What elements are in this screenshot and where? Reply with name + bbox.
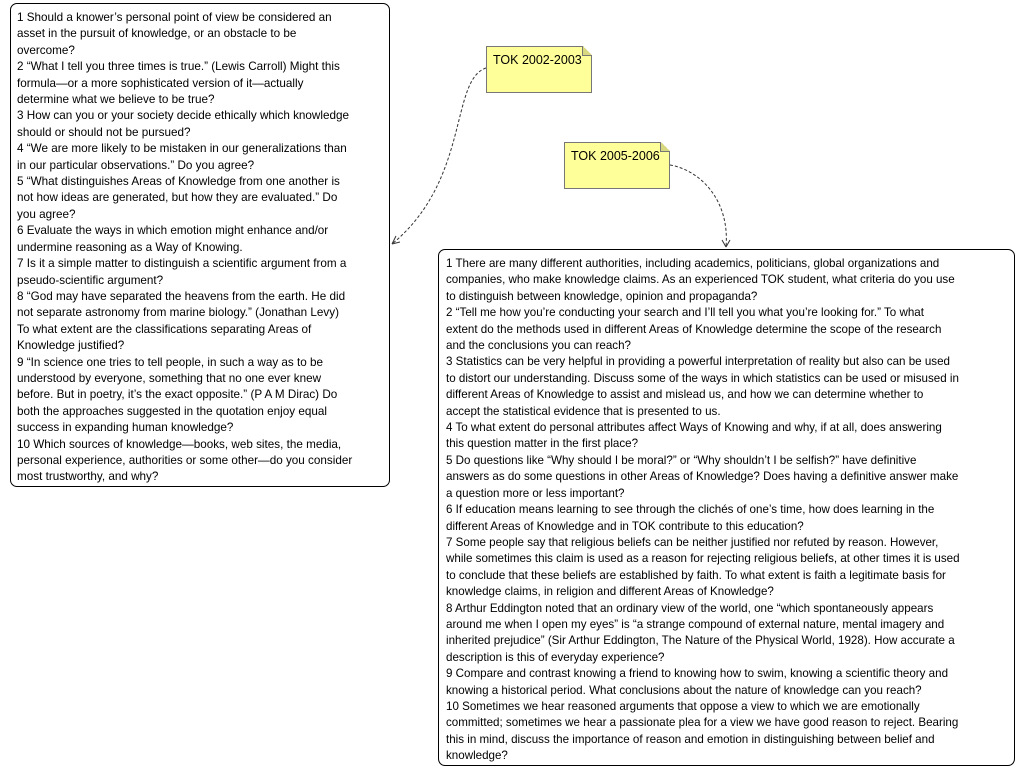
note-tok-2002-2003[interactable] <box>486 46 592 93</box>
note-tok-2005-2006[interactable] <box>564 142 670 189</box>
question-line: before. But in poetry, it’s the exact opposite.” (P A M Dirac) Do <box>17 388 338 402</box>
question-line: different Areas of Knowledge and in TOK contribute to this education? <box>446 519 804 533</box>
question-line: 6 Evaluate the ways in which emotion might enhance and/or <box>17 224 329 238</box>
question-line: to distort our understanding. Discuss some of the ways in which statistics can be used or misused in <box>446 371 959 385</box>
question-line: not how ideas are generated, but how they are evaluated.” Do <box>17 191 338 205</box>
question-line: this question matter in the first place? <box>446 437 639 451</box>
question-line: to distinguish between knowledge, opinion and propaganda? <box>446 289 758 303</box>
note-tok-2005-2006-label: TOK 2005-2006 <box>571 149 660 163</box>
question-line: should or should not be pursued? <box>17 125 191 139</box>
question-line: 1 Should a knower’s personal point of view be considered an <box>17 11 332 24</box>
question-line: answers as do some questions in other Areas of Knowledge? Does having a definitive answer make <box>446 470 959 484</box>
question-line: a question more or less important? <box>446 486 625 500</box>
question-line: 1 There are many different authorities, including academics, politicians, global organizations and <box>446 257 940 270</box>
question-line: determine what we believe to be true? <box>17 93 215 107</box>
arrowhead-left-box <box>392 236 400 244</box>
question-line: to conclude that these beliefs are established by faith. To what extent is faith a legitimate basis for <box>446 568 946 582</box>
question-line: 7 Some people say that religious beliefs can be neither justified nor refuted by reason. However, <box>446 535 939 549</box>
questions-box-2002-2003[interactable] <box>10 3 390 487</box>
question-line: and the conclusions you can reach? <box>446 339 631 353</box>
question-line: inherited prejudice” (Sir Arthur Eddington, The Nature of the Physical World, 1928). How accurate a <box>446 634 955 648</box>
question-line: 5 Do questions like “Why should I be moral?” or “Why shouldn’t I be selfish?” have definitive <box>446 453 917 467</box>
question-line: this in mind, discuss the importance of reason and emotion in distinguishing between belief and <box>446 732 935 746</box>
question-line: 2 “What I tell you three times is true.” (Lewis Carroll) Might this <box>17 60 340 74</box>
question-line: 2 “Tell me how you’re conducting your search and I’ll tell you what you’re looking for.” To what <box>446 306 924 320</box>
question-line: 10 Sometimes we hear reasoned arguments that oppose a view to which we are emotionally <box>446 699 920 713</box>
question-line: 9 “In science one tries to tell people, in such a way as to be <box>17 355 323 369</box>
questions-box-2005-2006[interactable] <box>438 249 1015 766</box>
question-line: extent do the methods used in different Areas of Knowledge determine the scope of the research <box>446 322 942 336</box>
question-line: success in expanding human knowledge? <box>17 421 234 435</box>
connector-2002-to-left-box <box>392 68 486 244</box>
question-line: knowledge claims, in religion and different Areas of Knowledge? <box>446 585 774 599</box>
question-line: To what extent are the classifications separating Areas of <box>17 322 312 336</box>
question-line: personal experience, authorities or some other—do you consider <box>17 453 353 467</box>
question-line: 6 If education means learning to see through the clichés of one’s time, how does learning in the <box>446 503 935 517</box>
question-line: knowing a historical period. What conclusions about the nature of knowledge can you reach? <box>446 683 922 697</box>
question-line: while sometimes this claim is used as a reason for rejecting religious beliefs, at other times it is used <box>446 552 960 566</box>
question-line: 9 Compare and contrast knowing a friend to knowing how to swim, knowing a scientific theory and <box>446 667 949 681</box>
connector-2005-to-right-box <box>670 165 726 247</box>
question-line: 3 How can you or your society decide ethically which knowledge <box>17 109 349 123</box>
question-line: 4 “We are more likely to be mistaken in our generalizations than <box>17 142 347 156</box>
question-line: committed; sometimes we hear a passionate plea for a view we have good reason to reject. Bearing <box>446 716 959 730</box>
question-line: accept the statistical evidence that is presented to us. <box>446 404 721 418</box>
question-line: 10 Which sources of knowledge—books, web sites, the media, <box>17 437 342 451</box>
question-line: 8 Arthur Eddington noted that an ordinary view of the world, one “which spontaneously appears <box>446 601 934 615</box>
question-line: understood by everyone, something that no one ever knew <box>17 371 322 385</box>
question-line: 7 Is it a simple matter to distinguish a scientific argument from a <box>17 257 347 271</box>
question-line: 5 “What distinguishes Areas of Knowledge from one another is <box>17 175 340 189</box>
arrowhead-right-box <box>722 240 730 247</box>
question-line: most trustworthy, and why? <box>17 470 159 484</box>
question-line: knowledge? <box>446 749 508 763</box>
question-line: you agree? <box>17 207 76 221</box>
question-line: pseudo-scientific argument? <box>17 273 164 287</box>
question-line: not separate astronomy from marine biology.” (Jonathan Levy) <box>17 306 339 320</box>
question-line: formula—or a more sophisticated version of it—actually <box>17 76 304 90</box>
question-line: description is this of everyday experience? <box>446 650 665 664</box>
question-line: 4 To what extent do personal attributes affect Ways of Knowing and why, if at all, does answering <box>446 421 942 435</box>
question-line: overcome? <box>17 43 75 57</box>
question-line: in our particular observations.” Do you agree? <box>17 158 255 172</box>
question-line: 3 Statistics can be very helpful in providing a powerful interpretation of reality but also can be used <box>446 355 950 369</box>
question-line: companies, who make knowledge claims. As an experienced TOK student, what criteria do you use <box>446 273 955 287</box>
question-line: asset in the pursuit of knowledge, or an obstacle to be <box>17 27 297 41</box>
question-line: Knowledge justified? <box>17 339 125 353</box>
question-line: around me when I open my eyes” is “a strange compound of external nature, mental imagery and <box>446 617 945 631</box>
question-line: undermine reasoning as a Way of Knowing. <box>17 240 243 254</box>
question-line: 8 “God may have separated the heavens from the earth. He did <box>17 289 346 303</box>
question-line: different Areas of Knowledge to assist and mislead us, and how we can determine whether to <box>446 388 924 402</box>
question-line: both the approaches suggested in the quotation enjoy equal <box>17 404 327 418</box>
note-tok-2002-2003-label: TOK 2002-2003 <box>493 53 582 67</box>
